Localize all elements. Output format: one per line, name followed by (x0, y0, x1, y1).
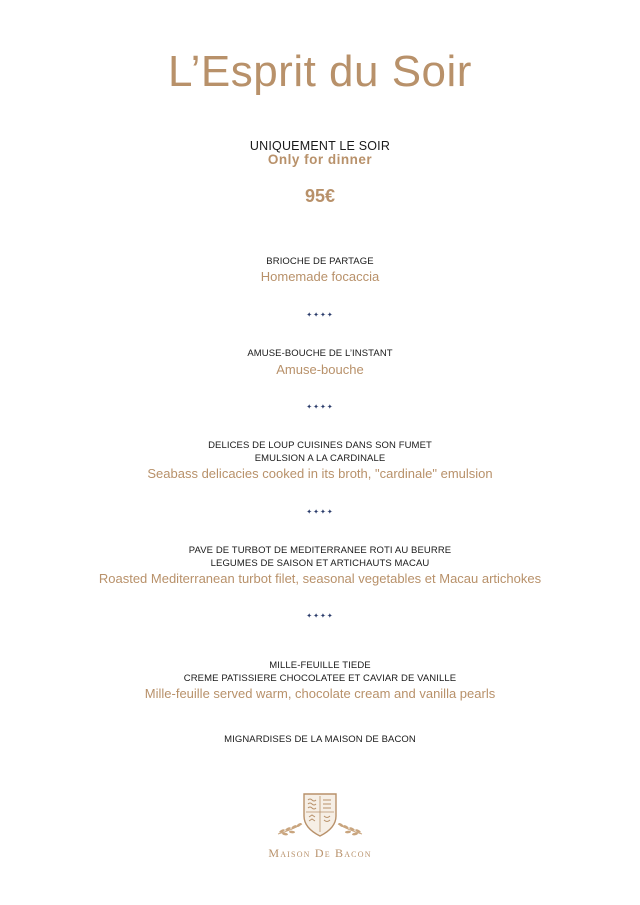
course-4-fr-line1: PAVE DE TURBOT DE MEDITERRANEE ROTI AU BEURRE (188, 545, 452, 556)
course-2-en: Amuse-bouche (276, 362, 364, 377)
course-5-fr-line2: CREME PATISSIERE CHOCOLATEE ET CAVIAR DE VANILLE (183, 673, 457, 684)
separator-2: ✦✦✦✦ (306, 404, 334, 411)
separator-3: ✦✦✦✦ (306, 509, 334, 516)
course-5-en: Mille-feuille served warm, chocolate cream and vanilla pearls (144, 686, 496, 701)
subtitle-fr: UNIQUEMENT LE SOIR (249, 139, 391, 153)
course-3-en: Seabass delicacies cooked in its broth, "cardinale" emulsion (147, 466, 493, 481)
course-5-fr-line1: MILLE-FEUILLE TIEDE (269, 660, 371, 671)
subtitle-en: Only for dinner (267, 152, 373, 167)
course-1-en: Homemade focaccia (260, 269, 380, 284)
course-3-fr-line1: DELICES DE LOUP CUISINES DANS SON FUMET (208, 440, 432, 451)
menu-price: 95€ (304, 186, 336, 206)
course-4-en: Roasted Mediterranean turbot filet, seasonal vegetables et Macau artichokes (98, 571, 542, 586)
crest-icon (270, 790, 370, 840)
course-4-fr-line2: LEGUMES DE SAISON ET ARTICHAUTS MACAU (210, 558, 430, 569)
menu-title: L’Esprit du Soir (168, 47, 472, 96)
course-2-fr: AMUSE-BOUCHE DE L’INSTANT (247, 348, 393, 359)
course-1-fr: BRIOCHE DE PARTAGE (266, 256, 374, 267)
separator-4: ✦✦✦✦ (306, 613, 334, 620)
course-3-fr-line2: EMULSION A LA CARDINALE (254, 453, 386, 464)
brand-name: Maison De Bacon (268, 846, 372, 860)
mignardises: MIGNARDISES DE LA MAISON DE BACON (224, 734, 416, 745)
separator-1: ✦✦✦✦ (306, 312, 334, 319)
